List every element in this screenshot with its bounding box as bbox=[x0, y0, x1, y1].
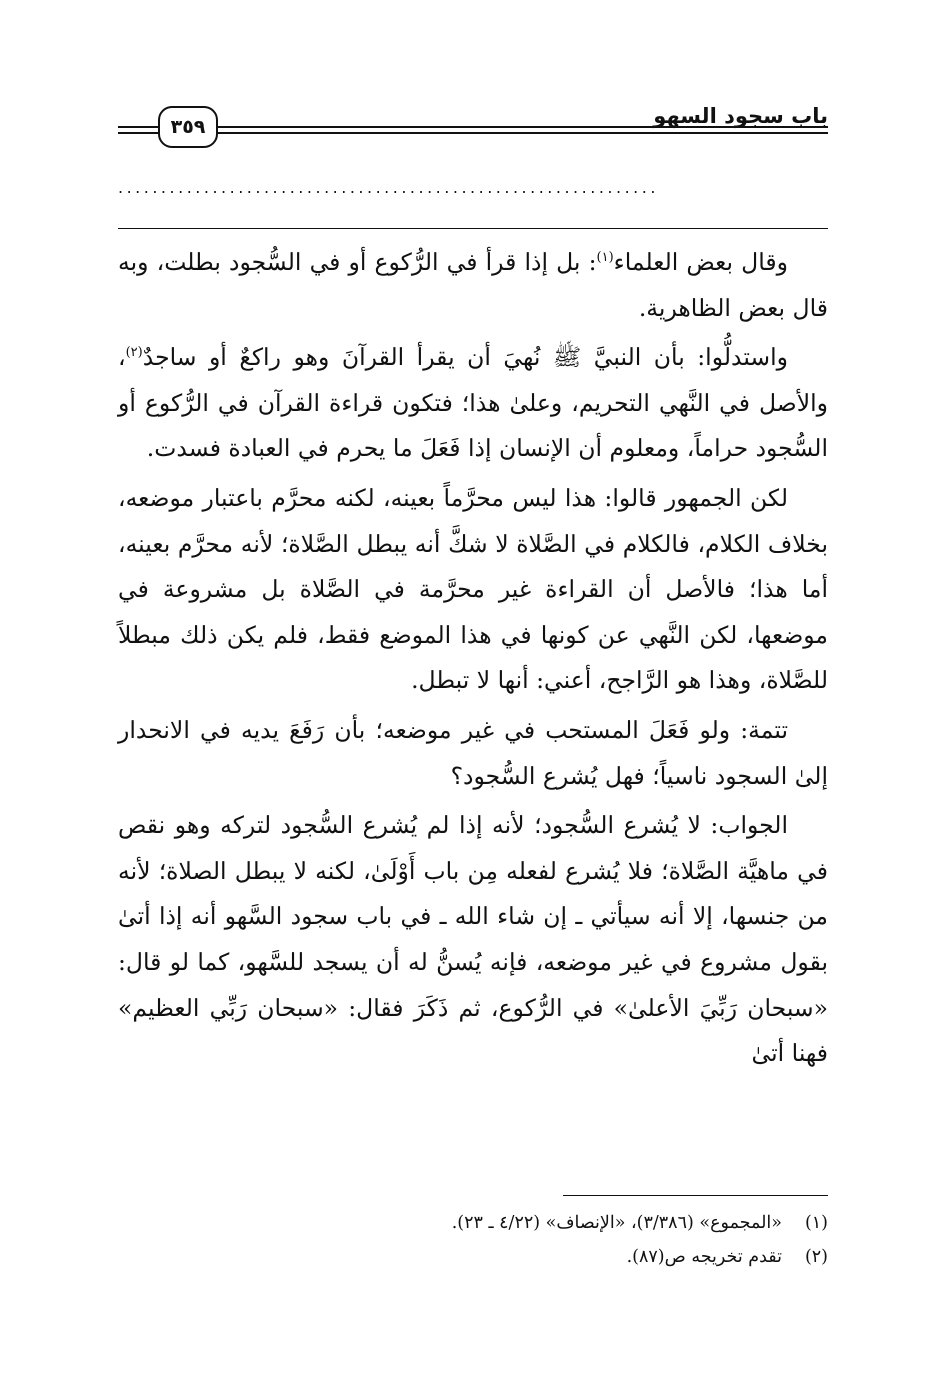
header-rule bbox=[218, 132, 828, 134]
footnote-ref: (١) bbox=[596, 250, 614, 266]
header-separator bbox=[118, 228, 828, 229]
paragraph bbox=[118, 335, 828, 472]
paragraph-text: وقال بعض العلماء bbox=[613, 248, 789, 276]
footnote-text: «المجموع» (٣/٣٨٦)، «الإنصاف» (٤/٢٢ ـ ٢٣). bbox=[451, 1213, 782, 1233]
header-rule bbox=[118, 132, 158, 134]
paragraph bbox=[118, 240, 828, 331]
footnote bbox=[118, 1206, 828, 1240]
footnote-number: (٢) bbox=[804, 1247, 828, 1267]
chapter-title: باب سجود السهو bbox=[653, 104, 828, 128]
paragraph-text: : بل إذا قرأ في الرُّكوع أو في السُّجود بطلت، وبه قال بعض الظاهرية. bbox=[118, 248, 828, 322]
page-number: ٣٥٩ bbox=[158, 106, 218, 148]
footnote-text: تقدم تخريجه ص(٨٧). bbox=[626, 1247, 782, 1267]
paragraph: تتمة: ولو فَعَلَ المستحب في غير موضعه؛ بأن رَفَعَ يديه في الانحدار إلىٰ السجود ناسياً؛ فهل يُشرع السُّجود؟ bbox=[118, 715, 828, 790]
page-header bbox=[118, 98, 828, 158]
paragraph: الجواب: لا يُشرع السُّجود؛ لأنه إذا لم يُشرع السُّجود لتركه وهو نقص في ماهيَّة الصَّلاة؛ فلا يُشرع لفعله مِن باب أَوْلَىٰ، لكنه لا يبطل الصلاة؛ لأنه من جنسها، إلا أنه سيأتي ـ إن شاء الله ـ في باب سجود السَّهو أنه إذا أتىٰ بقول مشروع في غير موضعه، فإنه يُسنُّ له أن يسجد للسَّهو، كما لو قال: «سبحان رَبِّيَ الأعلىٰ» في الرُّكوع، ثم ذَكَرَ فقال: «سبحان رَبِّي العظيم» فهنا أتىٰ bbox=[118, 811, 828, 1068]
footnote bbox=[118, 1240, 828, 1274]
footnote-number: (١) bbox=[804, 1213, 828, 1233]
main-text bbox=[118, 240, 828, 1081]
paragraph-text: واستدلُّوا: بأن النبيَّ ﷺ نُهيَ أن يقرأ القرآنَ وهو راكعٌ أو ساجدٌ bbox=[142, 343, 788, 372]
footnote-ref: (٢) bbox=[125, 345, 143, 361]
footnotes bbox=[118, 1206, 828, 1274]
paragraph: لكن الجمهور قالوا: هذا ليس محرَّماً بعينه، لكنه محرَّم باعتبار موضعه، بخلاف الكلام، فالكلام في الصَّلاة لا شكَّ أنه يبطل الصَّلاة؛ لأنه محرَّم بعينه، أما هذا؛ فالأصل أن القراءة غير محرَّمة في الصَّلاة بل مشروعة في موضعها، لكن النَّهي عن كونها في هذا الموضع فقط، فلم يكن ذلك مبطلاً للصَّلاة، وهذا هو الرَّاجح، أعني: أنها لا تبطل. bbox=[118, 483, 828, 695]
footnote-separator bbox=[563, 1195, 828, 1196]
header-rule bbox=[118, 126, 158, 128]
dotted-line: ............................................................... bbox=[118, 178, 659, 197]
paragraph-text: ، والأصل في النَّهي التحريم، وعلىٰ هذا؛ فتكون قراءة القرآن في الرُّكوع أو السُّجود حراماً، ومعلوم أن الإنسان إذا فَعَلَ ما يحرم في العبادة فسدت. bbox=[118, 343, 828, 463]
